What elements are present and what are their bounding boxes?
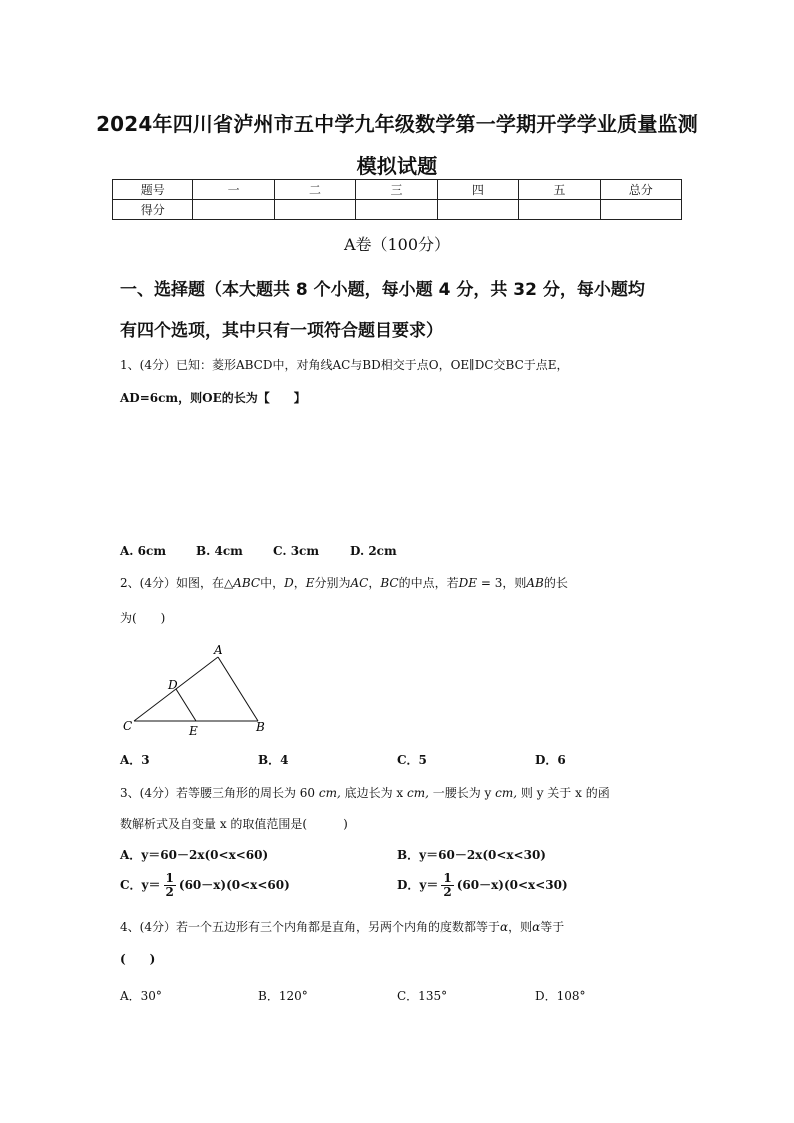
q2-text-line1: [120, 574, 568, 591]
section-a-heading: A卷（100分）: [343, 235, 451, 254]
score-header-cell: 一: [193, 180, 274, 200]
fraction-denominator: 2: [443, 885, 452, 899]
score-header-cell: 题号: [113, 180, 193, 200]
score-table-header-row: [113, 180, 682, 200]
q2-figure-side-ab: [218, 657, 258, 721]
fraction-denominator: 2: [165, 885, 174, 899]
score-table: [112, 179, 682, 220]
q4-text: 4、(4分）若一个五边形有三个内角都是直角，另两个内角的度数都等于: [120, 920, 500, 934]
q4-text: 等于: [540, 920, 565, 934]
q2-text: ，: [293, 576, 306, 590]
score-header-cell: 二: [274, 180, 355, 200]
q4-math-alpha: α: [532, 920, 541, 934]
score-header-cell: 总分: [600, 180, 681, 200]
q2-triangle-figure: [118, 640, 278, 740]
q4-text: ，则: [508, 920, 533, 934]
q3-option-d[interactable]: [397, 872, 568, 899]
q2-text: 2、(4分）如图，在: [120, 576, 224, 590]
q2-math-ac: AC: [350, 576, 369, 590]
q2-math-e: E: [305, 576, 315, 590]
q3-option-c[interactable]: [120, 872, 290, 899]
q4-math-alpha: α: [499, 920, 509, 934]
q3-option-c-suffix: (60－x)(0<x<60): [178, 878, 290, 892]
q3-text-line1: [120, 784, 610, 801]
score-cell[interactable]: [356, 200, 437, 220]
q3-unit: cm,: [495, 786, 518, 800]
q2-figure-label-d: D: [168, 678, 178, 692]
q3-text: 底边长为 x: [340, 786, 407, 800]
q2-text: 的长: [543, 576, 568, 590]
score-cell[interactable]: [437, 200, 518, 220]
q2-math-triangle: △ABC: [223, 576, 261, 590]
exam-title-line1: 2024年四川省泸州市五中学九年级数学第一学期开学学业质量监测: [96, 112, 698, 136]
fraction-numerator: 1: [443, 871, 452, 885]
q4-text-line2: ( ): [120, 952, 156, 966]
q2-figure-label-e: E: [189, 724, 198, 738]
q3-option-c-prefix: C．y＝: [120, 878, 161, 892]
q3-unit: cm,: [407, 786, 429, 800]
score-cell[interactable]: [519, 200, 600, 220]
q1-option-a[interactable]: A. 6cm: [120, 544, 167, 558]
q4-option-a[interactable]: A．30°: [120, 989, 162, 1003]
q2-text: = 3: [477, 576, 503, 590]
q1-option-b[interactable]: B. 4cm: [196, 544, 243, 558]
score-cell[interactable]: [600, 200, 681, 220]
q2-figure-label-b: B: [256, 720, 265, 734]
q4-option-c[interactable]: C．135°: [397, 989, 448, 1003]
score-header-cell: 五: [519, 180, 600, 200]
q3-option-d-suffix: (60－x)(0<x<30): [456, 878, 568, 892]
q2-math-bc: BC: [380, 576, 399, 590]
score-cell[interactable]: [193, 200, 274, 220]
q2-option-c[interactable]: C．5: [397, 753, 427, 767]
q2-math-de: DE: [458, 576, 478, 590]
score-header-cell: 三: [356, 180, 437, 200]
q2-option-a[interactable]: A．3: [120, 753, 150, 767]
q2-text: 分别为: [314, 576, 351, 590]
q4-option-d[interactable]: D．108°: [535, 989, 586, 1003]
q3-option-d-prefix: D．y＝: [397, 878, 439, 892]
q3-option-a[interactable]: A．y＝60－2x(0<x<60): [120, 848, 269, 862]
q3-text-line2: 数解析式及自变量 x 的取值范围是( ): [120, 817, 348, 831]
score-row-label: 得分: [113, 200, 193, 220]
q1-text-line2: AD=6cm，则OE的长为【 】: [120, 391, 306, 405]
q2-figure-label-a: A: [214, 643, 223, 657]
exam-title-line2: 模拟试题: [356, 154, 438, 178]
q2-math-ab: AB: [526, 576, 544, 590]
q2-option-b[interactable]: B．4: [258, 753, 289, 767]
q2-text-line2: 为( ): [120, 611, 166, 625]
q1-option-d[interactable]: D. 2cm: [350, 544, 397, 558]
q2-option-d[interactable]: D．6: [535, 753, 566, 767]
part1-heading-line2: 有四个选项，其中只有一项符合题目要求）: [120, 321, 443, 341]
q2-text: ，则: [502, 576, 527, 590]
q1-text-line1: 1、(4分）已知：菱形ABCD中，对角线AC与BD相交于点O，OE∥DC交BC于点E，: [120, 358, 569, 372]
q1-option-c[interactable]: C. 3cm: [273, 544, 320, 558]
fraction-numerator: 1: [165, 871, 174, 885]
q3-text: 则 y 关于 x 的函: [517, 786, 610, 800]
q2-text: 中，: [260, 576, 285, 590]
q3-unit: cm,: [318, 786, 341, 800]
q3-text: 3、(4分）若等腰三角形的周长为 60: [120, 786, 319, 800]
score-table-score-row: [113, 200, 682, 220]
q3-option-d-fraction: [441, 872, 453, 899]
q2-figure-label-c: C: [123, 719, 133, 733]
q3-option-c-fraction: [164, 872, 176, 899]
q2-text: 的中点，若: [398, 576, 459, 590]
q3-option-b[interactable]: B．y＝60－2x(0<x<30): [397, 848, 546, 862]
score-cell[interactable]: [274, 200, 355, 220]
q2-figure-segment-de: [176, 689, 196, 721]
q2-text: ，: [368, 576, 381, 590]
q2-math-d: D: [284, 576, 294, 590]
score-header-cell: 四: [437, 180, 518, 200]
q3-text: 一腰长为 y: [428, 786, 496, 800]
q4-text-line1: [120, 918, 564, 935]
q4-option-b[interactable]: B．120°: [258, 989, 308, 1003]
part1-heading-line1: 一、选择题（本大题共 8 个小题，每小题 4 分，共 32 分，每小题均: [120, 280, 645, 300]
